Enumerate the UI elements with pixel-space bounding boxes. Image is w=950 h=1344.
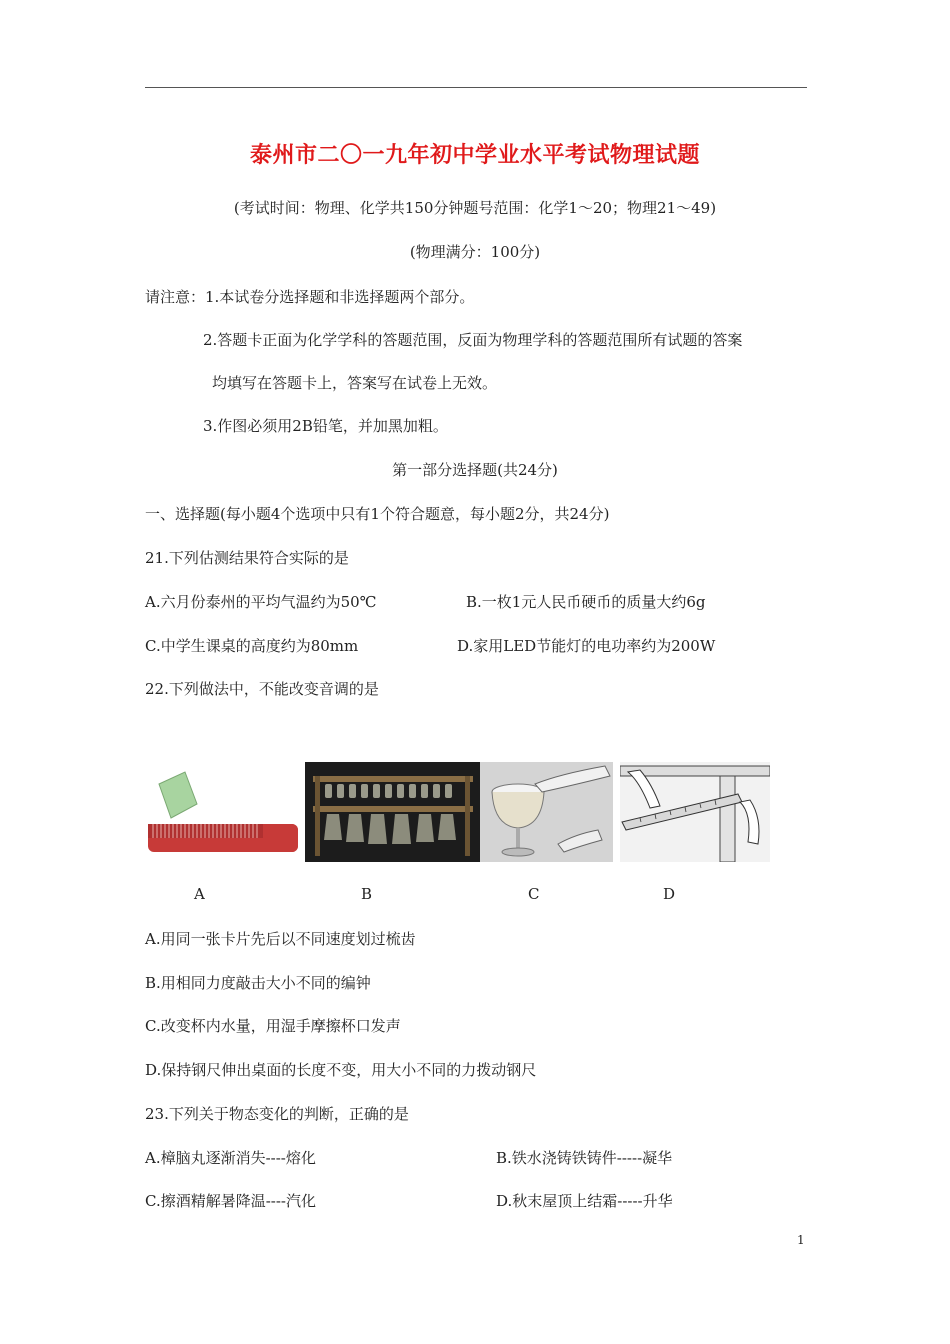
note-2a: 2.答题卡正面为化学学科的答题范围，反面为物理学科的答题范围所有试题的答案 [203,331,743,349]
page-number: 1 [797,1233,805,1247]
q22-option-d: D.保持钢尺伸出桌面的长度不变，用大小不同的力拨动钢尺 [145,1061,537,1079]
exam-time: (考试时间：物理、化学共150分钟题号范围：化学1～20；物理21～49) [233,199,717,217]
ruler-image [620,762,770,862]
note-1: 请注意：1.本试卷分选择题和非选择题两个部分。 [145,288,475,306]
note-3: 3.作图必须用2B铅笔，并加黑加粗。 [203,417,448,435]
section1-heading: 一、选择题(每小题4个选项中只有1个符合题意，每小题2分，共24分) [145,505,610,523]
image-label-c: C [528,885,540,903]
header-rule [145,87,807,88]
chime-bells-image [305,762,480,862]
q23-option-c: C.擦酒精解暑降温----汽化 [145,1192,316,1210]
exam-title: 泰州市二〇一九年初中学业水平考试物理试题 [249,142,700,168]
q21-stem: 21.下列估测结果符合实际的是 [145,549,349,567]
q22-option-b: B.用相同力度敲击大小不同的编钟 [145,974,371,992]
wine-glass-image [480,762,613,862]
q22-option-c: C.改变杯内水量，用湿手摩擦杯口发声 [145,1017,401,1035]
q23-option-d: D.秋末屋顶上结霜-----升华 [496,1192,673,1210]
image-label-a: A [194,885,205,903]
note-2b: 均填写在答题卡上，答案写在试卷上无效。 [212,374,498,392]
part1-heading: 第一部分选择题(共24分) [392,461,558,479]
q23-option-a: A.樟脑丸逐渐消失----熔化 [145,1149,316,1167]
q21-option-b: B.一枚1元人民币硬币的质量大约6g [466,593,706,611]
q21-option-d: D.家用LED节能灯的电功率约为200W [457,637,716,655]
q23-option-b: B.铁水浇铸铁铸件-----凝华 [496,1149,673,1167]
full-score: (物理满分：100分) [409,243,541,261]
q22-option-a: A.用同一张卡片先后以不同速度划过梳齿 [145,930,416,948]
q23-stem: 23.下列关于物态变化的判断，正确的是 [145,1105,409,1123]
q21-option-a: A.六月份泰州的平均气温约为50℃ [145,593,377,611]
image-label-d: D [663,885,676,903]
q22-stem: 22.下列做法中，不能改变音调的是 [145,680,379,698]
q21-option-c: C.中学生课桌的高度约为80mm [145,637,359,655]
image-label-b: B [361,885,373,903]
comb-image [145,762,300,862]
